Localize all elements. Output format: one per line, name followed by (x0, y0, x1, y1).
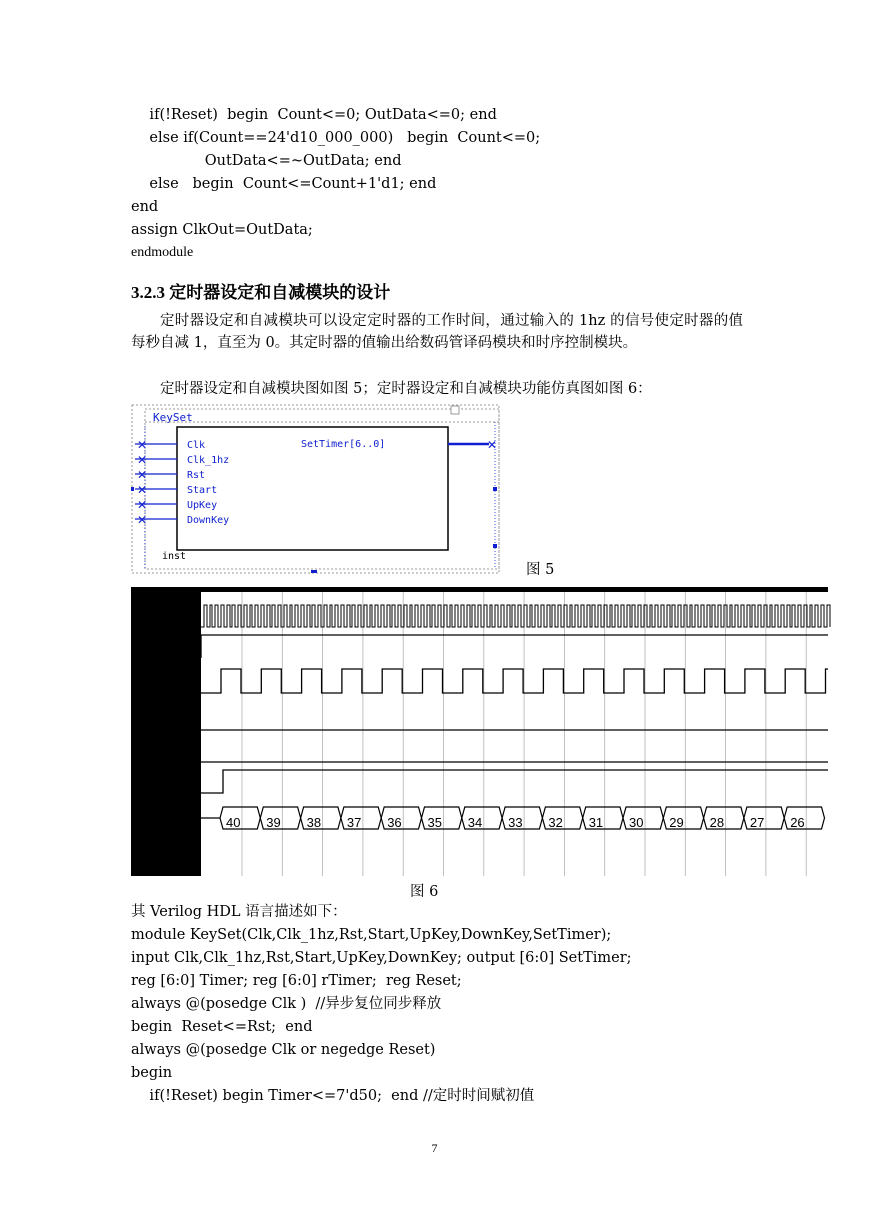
rst-waveform (201, 635, 828, 658)
input-pin-label: Clk_1hz (187, 455, 230, 466)
bus-value-label: 31 (588, 815, 604, 830)
input-pin-label: Start (187, 485, 218, 496)
figure-6-caption: 图 6 (410, 884, 439, 900)
bus-value-label: 27 (749, 815, 765, 830)
input-pin-label: Rst (187, 470, 206, 481)
bus-value-label: 33 (508, 815, 523, 830)
clk-waveform (201, 605, 830, 627)
code-line: begin (131, 1065, 173, 1081)
code-line: end (131, 199, 159, 215)
input-pin-label: DownKey (187, 515, 230, 526)
code-line: reg [6:0] Timer; reg [6:0] rTimer; reg Reset; (131, 973, 462, 989)
code-line: else if(Count==24'd10_000_000) begin Count<=0; (131, 130, 541, 146)
bus-value-label: 34 (467, 815, 483, 830)
bus-value-label: 35 (427, 815, 442, 830)
bus-value-label: 28 (709, 815, 725, 830)
paragraph: 定时器设定和自减模块图如图 5；定时器设定和自减模块功能仿真图如图 6： (160, 381, 652, 397)
input-pin-label: UpKey (187, 500, 218, 511)
paragraph: 定时器设定和自减模块可以设定定时器的工作时间，通过输入的 1hz 的信号使定时器的值每秒自减 1，直至为 0。其定时器的值输出给数码管译码模块和时序控制模块。 (131, 313, 743, 351)
bus-value-label: 39 (266, 815, 281, 830)
keyset-block-diagram (131, 404, 500, 574)
code-line: module KeySet(Clk,Clk_1hz,Rst,Start,UpKey,DownKey,SetTimer); (131, 927, 612, 943)
bus-value-label: 38 (306, 815, 322, 830)
code-line: else begin Count<=Count+1'd1; end (131, 176, 437, 192)
input-cross-icon: ✕ (137, 453, 148, 467)
input-cross-icon: ✕ (137, 438, 148, 452)
bus-signal-label: SetTimer D (131, 879, 184, 899)
bus-value-label: 29 (669, 815, 684, 830)
code-line: OutData<=~OutData; end (131, 153, 402, 169)
code-line: always @(posedge Clk ) //异步复位同步释放 (131, 996, 442, 1012)
code-line: assign ClkOut=OutData; (131, 222, 313, 238)
code-line: always @(posedge Clk or negedge Reset) (131, 1042, 436, 1058)
downkey-waveform (201, 770, 828, 793)
bus-value-label: 32 (548, 815, 563, 830)
code-intro: 其 Verilog HDL 语言描述如下： (131, 904, 347, 920)
bus-value-label: 26 (790, 815, 805, 830)
input-pin-label: Clk (187, 440, 206, 451)
clk-1hz-waveform (201, 669, 828, 693)
code-line: begin Reset<=Rst; end (131, 1019, 313, 1035)
input-cross-icon: ✕ (137, 468, 148, 482)
bus-value-label: 40 (226, 815, 241, 830)
code-line: if(!Reset) begin Timer<=7'd50; end //定时时间赋初值 (131, 1088, 535, 1104)
instance-label: inst (162, 551, 187, 562)
code-line-endmodule: endmodule (131, 245, 194, 260)
bus-value-label: 36 (387, 815, 402, 830)
figure-5-caption: 图 5 (526, 562, 555, 578)
output-cross-icon: ✕ (487, 438, 498, 452)
code-line: if(!Reset) begin Count<=0; OutData<=0; end (131, 107, 497, 123)
section-heading: 3.2.3 定时器设定和自减模块的设计 (131, 283, 391, 302)
block-output-label: SetTimer[6..0] (301, 439, 386, 450)
code-line: input Clk,Clk_1hz,Rst,Start,UpKey,DownKey; output [6:0] SetTimer; (131, 950, 632, 966)
page-number: 7 (431, 1141, 438, 1155)
input-cross-icon: ✕ (137, 498, 148, 512)
input-cross-icon: ✕ (137, 513, 148, 527)
input-cross-icon: ✕ (137, 483, 148, 497)
bus-value-label: 30 (629, 815, 644, 830)
block-title: KeySet (153, 411, 193, 424)
bus-value-label: 37 (346, 815, 362, 830)
